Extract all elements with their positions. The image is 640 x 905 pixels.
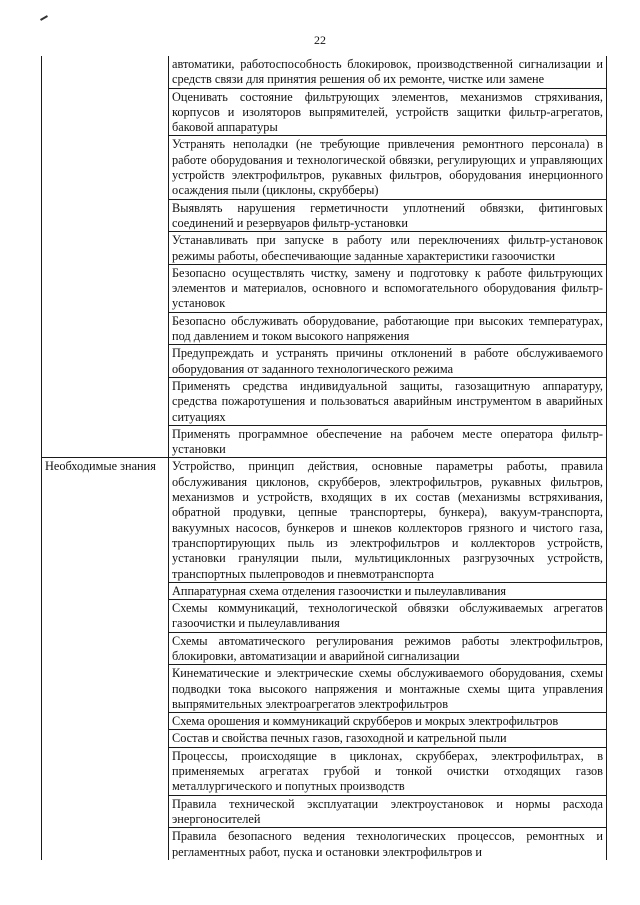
table-row — [42, 458, 607, 582]
knowledge-item: Правила технической эксплуатации электроустановок и нормы расхода энергоносителей — [169, 795, 607, 828]
knowledge-item: Схемы автоматического регулирования режимов работы электрофильтров, блокировки, автоматизации и аварийной сигнализации — [169, 632, 607, 665]
knowledge-item: Состав и свойства печных газов, газоходной и катрельной пыли — [169, 730, 607, 747]
knowledge-item: Схема орошения и коммуникаций скрубберов и мокрых электрофильтров — [169, 713, 607, 730]
skill-item: Безопасно обслуживать оборудование, работающие при высоких температурах, под давлением и током высокого напряжения — [169, 312, 607, 345]
page-number: 22 — [314, 33, 326, 47]
corner-mark — [40, 15, 48, 21]
knowledge-item: Устройство, принцип действия, основные параметры работы, правила обслуживания циклонов, скрубберов, электрофильтров, рукавных фильтров, механизмов и устройств, входящих в их состав (механизмы встряхивания, обратной продувки, цепные транспортеры, бункера), вакуум-транспорта, вакуумных насосов, бункеров и шнеков коллекторов грязного и чистого газа, транспортирующих пыль из электрофильтров и коллекторов устройств, установки грануляции пыли, мультициклонных разгрузочных устройств, транспортных пылепроводов и пневмотранспорта — [169, 458, 607, 582]
skill-item: Предупреждать и устранять причины отклонений в работе обслуживаемого оборудования от заданного технологического режима — [169, 345, 607, 378]
skill-item: Устранять неполадки (не требующие привлечения ремонтного персонала) в работе оборудования и технологической обвязки, регулирующих и управляющих устройств электрофильтров, рукавных фильтров, оборудования инерционного осаждения пыли (циклоны, скрубберы) — [169, 136, 607, 199]
skill-item: Оценивать состояние фильтрующих элементов, механизмов стряхивания, корпусов и изоляторов выпрямителей, устройств защитки фильтр-агрегатов, баковой аппаратуры — [169, 88, 607, 136]
skills-label-cell — [42, 56, 169, 458]
table-row — [42, 56, 607, 88]
skill-item: Выявлять нарушения герметичности уплотнений обвязки, фитинговых соединений и резервуаров фильтр-установки — [169, 199, 607, 232]
knowledge-label: Необходимые знания — [42, 458, 169, 860]
skill-item: Устанавливать при запуске в работу или переключениях фильтр-установок режимы работы, обеспечивающие заданные характеристики газоочистки — [169, 232, 607, 265]
skill-item: Применять программное обеспечение на рабочем месте оператора фильтр-установки — [169, 425, 607, 458]
skill-item: Применять средства индивидуальной защиты, газозащитную аппаратуру, средства пожаротушения и пользоваться аварийным инструментом в аварийных ситуациях — [169, 377, 607, 425]
competency-table — [41, 56, 607, 860]
knowledge-item: Схемы коммуникаций, технологической обвязки обслуживаемых агрегатов газоочистки и пылеулавливания — [169, 600, 607, 633]
skill-item: Безопасно осуществлять чистку, замену и подготовку к работе фильтрующих элементов и материалов, основного и вспомогательного оборудования фильтр-установок — [169, 264, 607, 312]
knowledge-item: Аппаратурная схема отделения газоочистки и пылеулавливания — [169, 582, 607, 599]
knowledge-item: Процессы, происходящие в циклонах, скрубберах, электрофильтрах, в применяемых агрегатах грубой и тонкой очистки отходящих газов металлургического и попутных производств — [169, 747, 607, 795]
knowledge-item: Правила безопасного ведения технологических процессов, ремонтных и регламентных работ, пуска и остановки электрофильтров и — [169, 828, 607, 860]
skill-item: автоматики, работоспособность блокировок, производственной сигнализации и средств связи для принятия решения об их ремонте, чистке или замене — [169, 56, 607, 88]
knowledge-item: Кинематические и электрические схемы обслуживаемого оборудования, схемы подводки тока высокого напряжения и монтажные схемы щита управления выпрямительных электроагрегатов электрофильтров — [169, 665, 607, 713]
